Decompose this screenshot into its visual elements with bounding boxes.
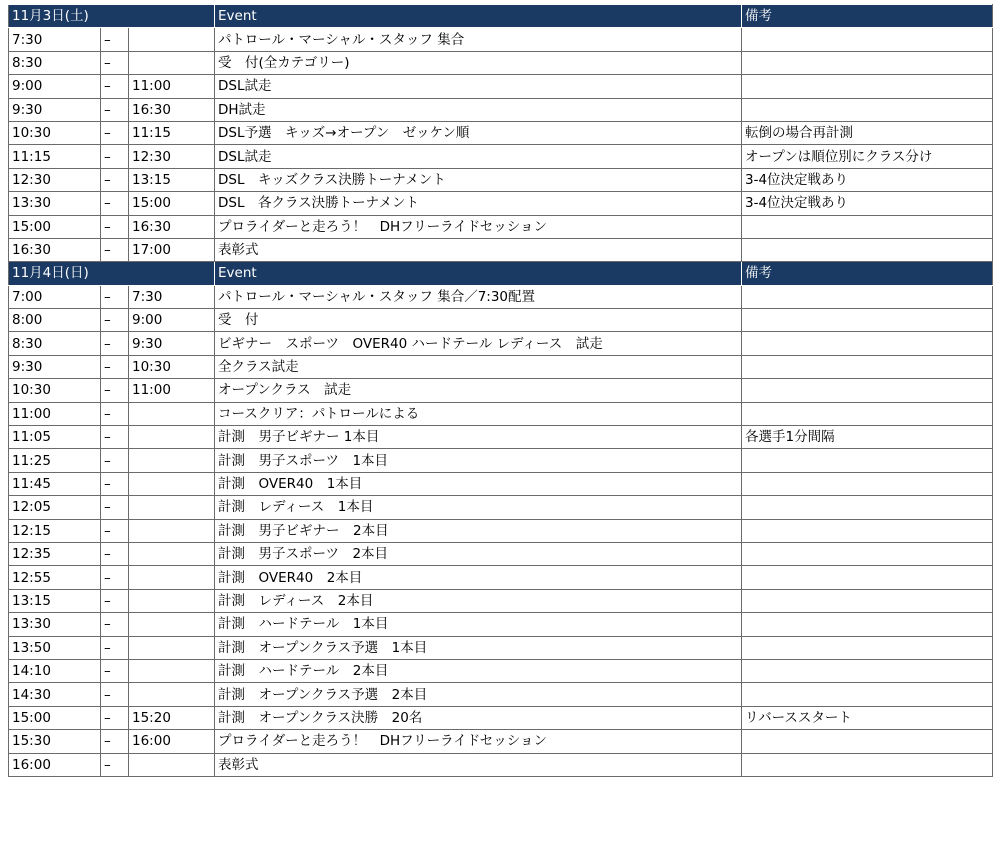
end-time-cell: 12:30 [129, 145, 215, 168]
dash-cell: – [101, 542, 129, 565]
event-cell: 計測 オープンクラス決勝 20名 [215, 706, 742, 729]
note-cell [742, 285, 993, 308]
start-time-cell: 9:00 [9, 75, 101, 98]
dash-cell: – [101, 121, 129, 144]
note-cell [742, 332, 993, 355]
end-time-cell: 16:30 [129, 215, 215, 238]
end-time-cell: 15:00 [129, 192, 215, 215]
schedule-row [9, 706, 993, 729]
start-time-cell: 7:00 [9, 285, 101, 308]
schedule-body [9, 5, 993, 777]
schedule-row [9, 51, 993, 74]
dash-cell: – [101, 566, 129, 589]
start-time-cell: 11:05 [9, 426, 101, 449]
event-cell: DSL 各クラス決勝トーナメント [215, 192, 742, 215]
schedule-row [9, 613, 993, 636]
schedule-row [9, 542, 993, 565]
note-cell [742, 51, 993, 74]
event-cell: 表彰式 [215, 753, 742, 776]
event-cell: DH試走 [215, 98, 742, 121]
dash-cell: – [101, 51, 129, 74]
schedule-row [9, 168, 993, 191]
start-time-cell: 8:30 [9, 332, 101, 355]
start-time-cell: 11:25 [9, 449, 101, 472]
end-time-cell: 7:30 [129, 285, 215, 308]
start-time-cell: 16:00 [9, 753, 101, 776]
start-time-cell: 14:10 [9, 659, 101, 682]
end-time-cell [129, 636, 215, 659]
start-time-cell: 12:35 [9, 542, 101, 565]
schedule-row [9, 355, 993, 378]
dash-cell: – [101, 145, 129, 168]
schedule-row [9, 426, 993, 449]
note-cell [742, 238, 993, 261]
schedule-row [9, 659, 993, 682]
schedule-row [9, 449, 993, 472]
end-time-cell: 15:20 [129, 706, 215, 729]
dash-cell: – [101, 309, 129, 332]
event-cell: ビギナー スポーツ OVER40 ハードテール レディース 試走 [215, 332, 742, 355]
event-cell: 受 付 [215, 309, 742, 332]
end-time-cell: 16:30 [129, 98, 215, 121]
event-cell: 計測 レディース 2本目 [215, 589, 742, 612]
start-time-cell: 11:45 [9, 472, 101, 495]
start-time-cell: 12:30 [9, 168, 101, 191]
dash-cell: – [101, 496, 129, 519]
end-time-cell [129, 683, 215, 706]
schedule-row [9, 753, 993, 776]
note-cell [742, 566, 993, 589]
end-time-cell: 9:00 [129, 309, 215, 332]
event-cell: 表彰式 [215, 238, 742, 261]
note-cell: オープンは順位別にクラス分け [742, 145, 993, 168]
dash-cell: – [101, 683, 129, 706]
dash-cell: – [101, 659, 129, 682]
schedule-row [9, 636, 993, 659]
note-cell [742, 753, 993, 776]
start-time-cell: 11:00 [9, 402, 101, 425]
end-time-cell [129, 402, 215, 425]
schedule-row [9, 75, 993, 98]
note-cell [742, 519, 993, 542]
note-cell [742, 75, 993, 98]
dash-cell: – [101, 589, 129, 612]
schedule-row [9, 332, 993, 355]
note-cell [742, 449, 993, 472]
event-cell: 受 付(全カテゴリー) [215, 51, 742, 74]
end-time-cell [129, 426, 215, 449]
note-cell [742, 472, 993, 495]
schedule-row [9, 121, 993, 144]
start-time-cell: 13:30 [9, 613, 101, 636]
schedule-row [9, 402, 993, 425]
event-cell: DSL キッズクラス決勝トーナメント [215, 168, 742, 191]
day-header-row [9, 262, 993, 285]
note-cell [742, 402, 993, 425]
schedule-row [9, 215, 993, 238]
note-column-header: 備考 [742, 5, 993, 28]
day-header-row [9, 5, 993, 28]
end-time-cell [129, 659, 215, 682]
schedule-row [9, 98, 993, 121]
end-time-cell: 13:15 [129, 168, 215, 191]
note-cell [742, 683, 993, 706]
dash-cell: – [101, 402, 129, 425]
dash-cell: – [101, 168, 129, 191]
event-column-header: Event [215, 262, 742, 285]
event-cell: 計測 ハードテール 2本目 [215, 659, 742, 682]
note-cell [742, 28, 993, 51]
end-time-cell [129, 28, 215, 51]
event-cell: 計測 男子ビギナー 1本目 [215, 426, 742, 449]
dash-cell: – [101, 706, 129, 729]
note-cell: 各選手1分間隔 [742, 426, 993, 449]
end-time-cell [129, 519, 215, 542]
dash-cell: – [101, 753, 129, 776]
schedule-row [9, 496, 993, 519]
note-cell [742, 496, 993, 519]
dash-cell: – [101, 426, 129, 449]
end-time-cell [129, 753, 215, 776]
event-cell: 計測 OVER40 1本目 [215, 472, 742, 495]
start-time-cell: 10:30 [9, 379, 101, 402]
event-cell: 計測 オープンクラス予選 2本目 [215, 683, 742, 706]
start-time-cell: 12:05 [9, 496, 101, 519]
note-cell [742, 613, 993, 636]
start-time-cell: 13:15 [9, 589, 101, 612]
end-time-cell: 16:00 [129, 730, 215, 753]
schedule-row [9, 683, 993, 706]
schedule-row [9, 379, 993, 402]
dash-cell: – [101, 192, 129, 215]
dash-cell: – [101, 613, 129, 636]
end-time-cell: 17:00 [129, 238, 215, 261]
day-date-header: 11月4日(日) [9, 262, 215, 285]
schedule-row [9, 472, 993, 495]
start-time-cell: 8:30 [9, 51, 101, 74]
note-cell: 3-4位決定戦あり [742, 192, 993, 215]
end-time-cell [129, 472, 215, 495]
dash-cell: – [101, 519, 129, 542]
start-time-cell: 16:30 [9, 238, 101, 261]
schedule-row [9, 28, 993, 51]
note-column-header: 備考 [742, 262, 993, 285]
event-cell: 計測 男子スポーツ 2本目 [215, 542, 742, 565]
dash-cell: – [101, 28, 129, 51]
end-time-cell [129, 613, 215, 636]
dash-cell: – [101, 449, 129, 472]
event-column-header: Event [215, 5, 742, 28]
event-cell: 計測 レディース 1本目 [215, 496, 742, 519]
event-cell: パトロール・マーシャル・スタッフ 集合／7:30配置 [215, 285, 742, 308]
dash-cell: – [101, 636, 129, 659]
schedule-row [9, 145, 993, 168]
event-cell: DSL試走 [215, 145, 742, 168]
start-time-cell: 12:55 [9, 566, 101, 589]
end-time-cell [129, 589, 215, 612]
event-cell: 全クラス試走 [215, 355, 742, 378]
note-cell [742, 355, 993, 378]
event-cell: プロライダーと走ろう！ DHフリーライドセッション [215, 730, 742, 753]
end-time-cell: 11:15 [129, 121, 215, 144]
end-time-cell: 11:00 [129, 379, 215, 402]
note-cell [742, 309, 993, 332]
dash-cell: – [101, 332, 129, 355]
event-cell: 計測 オープンクラス予選 1本目 [215, 636, 742, 659]
event-cell: DSL予選 キッズ→オープン ゼッケン順 [215, 121, 742, 144]
event-cell: コースクリア：パトロールによる [215, 402, 742, 425]
end-time-cell: 10:30 [129, 355, 215, 378]
note-cell [742, 379, 993, 402]
event-cell: 計測 ハードテール 1本目 [215, 613, 742, 636]
start-time-cell: 14:30 [9, 683, 101, 706]
event-cell: DSL試走 [215, 75, 742, 98]
end-time-cell [129, 449, 215, 472]
start-time-cell: 13:30 [9, 192, 101, 215]
day-date-header: 11月3日(土) [9, 5, 215, 28]
start-time-cell: 8:00 [9, 309, 101, 332]
end-time-cell [129, 566, 215, 589]
start-time-cell: 9:30 [9, 355, 101, 378]
end-time-cell: 11:00 [129, 75, 215, 98]
note-cell [742, 98, 993, 121]
note-cell [742, 589, 993, 612]
event-cell: パトロール・マーシャル・スタッフ 集合 [215, 28, 742, 51]
dash-cell: – [101, 215, 129, 238]
schedule-row [9, 238, 993, 261]
schedule-row [9, 730, 993, 753]
start-time-cell: 11:15 [9, 145, 101, 168]
start-time-cell: 7:30 [9, 28, 101, 51]
schedule-row [9, 309, 993, 332]
event-cell: 計測 男子スポーツ 1本目 [215, 449, 742, 472]
start-time-cell: 15:00 [9, 706, 101, 729]
event-cell: 計測 OVER40 2本目 [215, 566, 742, 589]
start-time-cell: 13:50 [9, 636, 101, 659]
schedule-row [9, 192, 993, 215]
note-cell [742, 659, 993, 682]
dash-cell: – [101, 472, 129, 495]
schedule-row [9, 519, 993, 542]
event-cell: プロライダーと走ろう！ DHフリーライドセッション [215, 215, 742, 238]
end-time-cell: 9:30 [129, 332, 215, 355]
schedule-table [8, 4, 993, 777]
schedule-row [9, 566, 993, 589]
end-time-cell [129, 542, 215, 565]
note-cell: リバーススタート [742, 706, 993, 729]
start-time-cell: 15:00 [9, 215, 101, 238]
dash-cell: – [101, 379, 129, 402]
event-cell: 計測 男子ビギナー 2本目 [215, 519, 742, 542]
end-time-cell [129, 51, 215, 74]
dash-cell: – [101, 75, 129, 98]
event-cell: オープンクラス 試走 [215, 379, 742, 402]
note-cell: 転倒の場合再計測 [742, 121, 993, 144]
start-time-cell: 12:15 [9, 519, 101, 542]
start-time-cell: 10:30 [9, 121, 101, 144]
dash-cell: – [101, 355, 129, 378]
note-cell [742, 542, 993, 565]
schedule-row [9, 285, 993, 308]
dash-cell: – [101, 238, 129, 261]
note-cell [742, 636, 993, 659]
start-time-cell: 9:30 [9, 98, 101, 121]
dash-cell: – [101, 98, 129, 121]
end-time-cell [129, 496, 215, 519]
schedule-row [9, 589, 993, 612]
dash-cell: – [101, 730, 129, 753]
note-cell [742, 730, 993, 753]
note-cell: 3-4位決定戦あり [742, 168, 993, 191]
dash-cell: – [101, 285, 129, 308]
note-cell [742, 215, 993, 238]
start-time-cell: 15:30 [9, 730, 101, 753]
